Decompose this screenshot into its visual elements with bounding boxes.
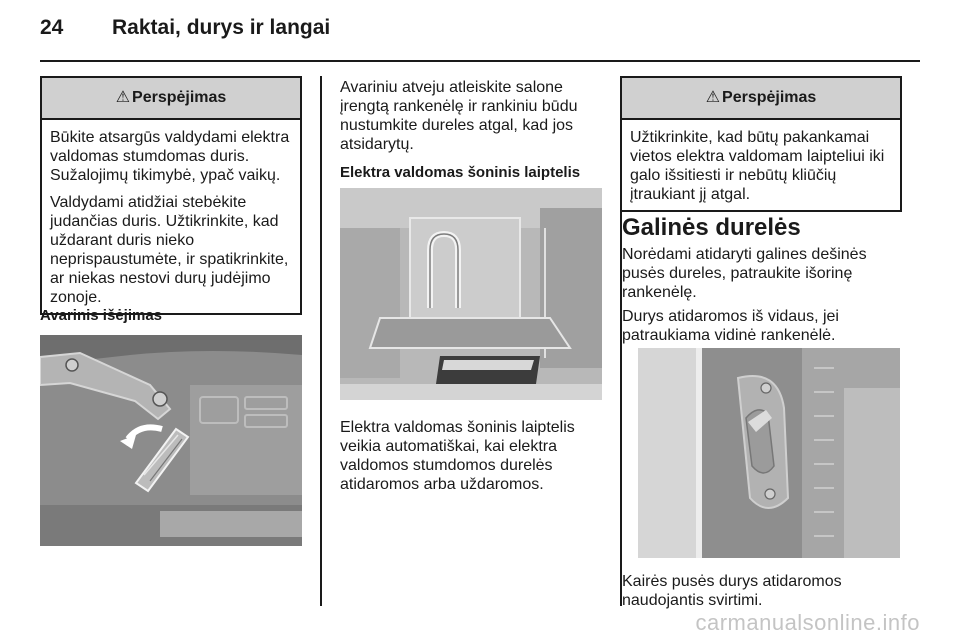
watermark: carmanualsonline.info [695, 610, 920, 635]
warning-title: Perspėjimas [132, 89, 227, 106]
warning-box-sliding-door [40, 76, 302, 315]
rear-doors-heading: Galinės durelės [622, 214, 801, 241]
electric-step-description: Elektra valdomas šoninis laiptelis veikia automatiškai, kai elektra valdomos stumdomos durelės atidaromos arba uždaromos. [340, 419, 575, 493]
warning-box-step-space [620, 76, 902, 212]
warning-paragraph: Būkite atsargūs valdydami elektra valdomas stumdomas duris. Sužalojimų tikimybė, ypač vaikų. [50, 129, 290, 184]
warning-body [42, 120, 300, 313]
page-title: Raktai, durys ir langai [112, 16, 331, 39]
rear-doors-outside-instructions: Norėdami atidaryti galines dešinės pusės dureles, patraukite išorinę rankenėlę. [622, 246, 867, 301]
warning-paragraph: Užtikrinkite, kad būtų pakankamai vietos elektra valdomam laipteliui iki galo išsitiesti ir nebūtų kliūčių įtraukiant jį atgal. [630, 129, 885, 203]
warning-body [622, 120, 900, 210]
rear-door-lever-figure [638, 348, 900, 558]
left-door-lever-caption: Kairės pusės durys atidaromos naudojantis svirtimi. [622, 573, 842, 609]
page-header [40, 16, 920, 52]
warning-title: Perspėjimas [722, 89, 817, 106]
warning-header [622, 78, 900, 120]
emergency-exit-heading: Avarinis išėjimas [40, 307, 163, 324]
electric-side-step-figure [340, 188, 602, 400]
rear-door-lever-illustration [638, 348, 900, 558]
emergency-release-instructions: Avariniu atveju atleiskite salone įrengtą rankenėlę ir rankiniu būdu nustumkite dureles atgal, kad jos atsidarytų. [340, 79, 578, 153]
electric-step-heading: Elektra valdomas šoninis laiptelis [340, 164, 581, 181]
emergency-handle-illustration [40, 335, 302, 546]
rear-doors-inside-instructions: Durys atidaromos iš vidaus, jei patraukiama vidinė rankenėlė. [622, 308, 839, 344]
header-rule [40, 60, 920, 62]
emergency-release-handle-figure [40, 335, 302, 546]
warning-paragraph: Valdydami atidžiai stebėkite judančias duris. Užtikrinkite, kad uždarant duris nieko neprispaustumėte, ir spatikrinkite, ar niekas nestovi durų judėjimo zonoje. [50, 194, 289, 306]
page-number: 24 [40, 16, 64, 39]
column-divider-left [320, 76, 322, 606]
warning-triangle-icon: ⚠ [705, 89, 721, 106]
electric-step-illustration [340, 188, 602, 400]
warning-header [42, 78, 300, 120]
warning-triangle-icon: ⚠ [115, 89, 131, 106]
